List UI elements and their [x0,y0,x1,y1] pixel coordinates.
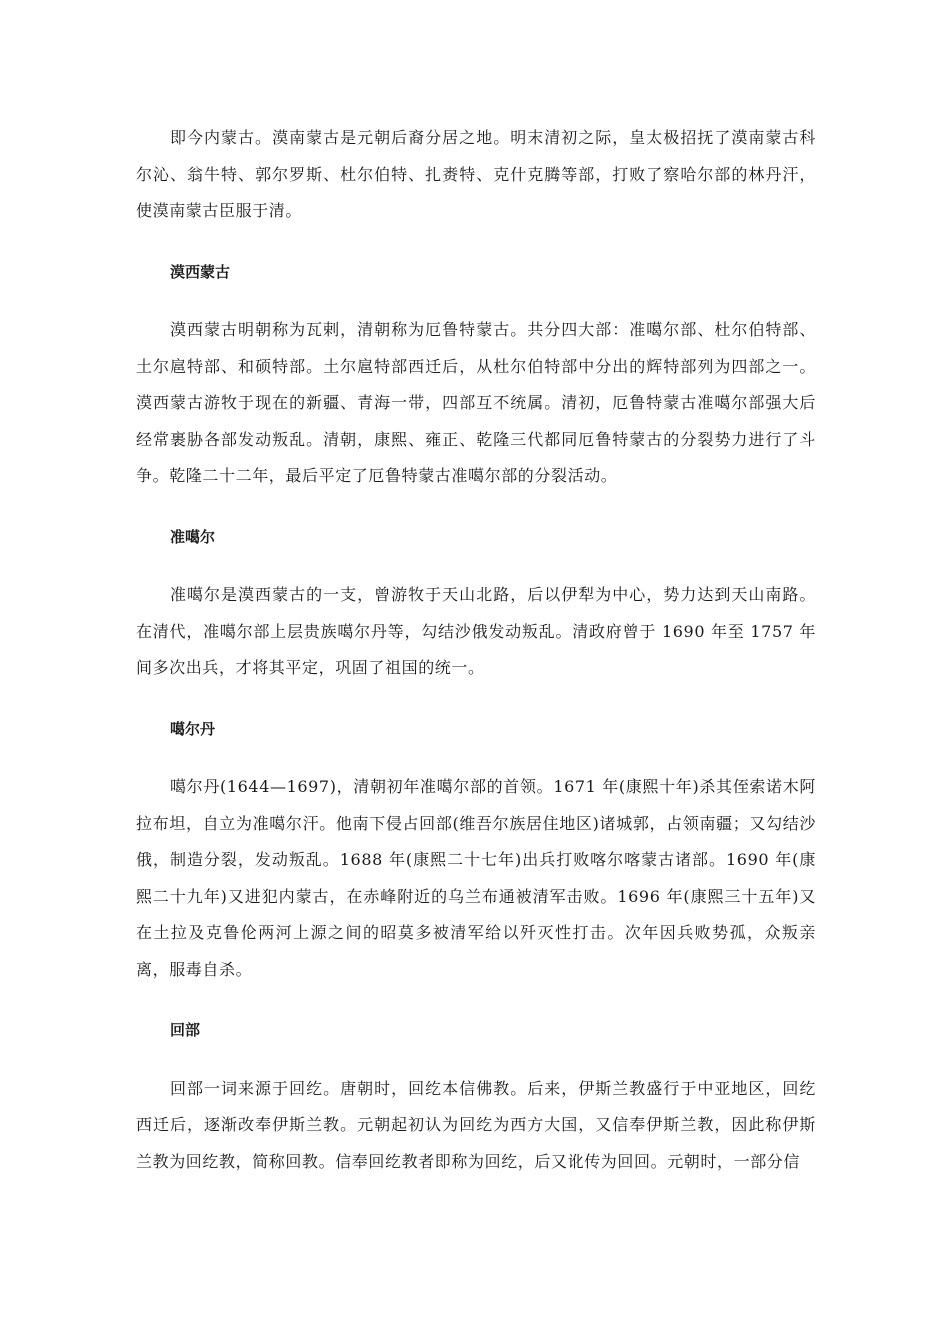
paragraph-zhungeer: 准噶尔是漠西蒙古的一支，曾游牧于天山北路，后以伊犁为中心，势力达到天山南路。在清代，准噶尔部上层贵族噶尔丹等，勾结沙俄发动叛乱。清政府曾于 1690 年至 1757 年间多次出兵，才将其平定，巩固了祖国的统一。 [136,585,816,677]
heading-gaerdan: 噶尔丹 [170,719,216,738]
paragraph-mobei-intro: 即今内蒙古。漠南蒙古是元朝后裔分居之地。明末清初之际，皇太极招抚了漠南蒙古科尔沁、翁牛特、郭尔罗斯、杜尔伯特、扎赉特、克什克腾等部，打败了察哈尔部的林丹汗，使漠南蒙古臣服于清。 [136,128,816,220]
heading-huibu: 回部 [170,1021,201,1039]
document-content [136,120,816,1180]
paragraph-huibu: 回部一词来源于回纥。唐朝时，回纥本信佛教。后来，伊斯兰教盛行于中亚地区，回纥西迁后，逐渐改奉伊斯兰教。元朝起初认为回纥为西方大国，又信奉伊斯兰教，因此称伊斯兰教为回纥教，简称回教。信奉回纥教者即称为回纥，后又讹传为回回。元朝时，一部分信 [136,1078,816,1171]
paragraph-gaerdan: 噶尔丹(1644—1697)，清朝初年准噶尔部的首领。1671 年(康熙十年)杀其侄索诺木阿拉布坦，自立为准噶尔汗。他南下侵占回部(维吾尔族居住地区)诸城郭，占领南疆；又勾结沙俄，制造分裂，发动叛乱。1688 年(康熙二十七年)出兵打败喀尔喀蒙古诸部。1690 年(康熙二十九年)又进犯内蒙古，在赤峰附近的乌兰布通被清军击败。1696 年(康熙三十五年)又在土拉及克鲁伦两河上源之间的昭莫多被清军给以歼灭性打击。次年因兵败势孤，众叛亲离，服毒自杀。 [136,777,816,979]
heading-zhungeer: 准噶尔 [170,527,216,546]
paragraph-moxi-menggu: 漠西蒙古明朝称为瓦剌，清朝称为厄鲁特蒙古。共分四大部：准噶尔部、杜尔伯特部、土尔扈特部、和硕特部。土尔扈特部西迁后，从杜尔伯特部中分出的辉特部列为四部之一。漠西蒙古游牧于现在的新疆、青海一带，四部互不统属。清初，厄鲁特蒙古准噶尔部强大后经常裹胁各部发动叛乱。清朝，康熙、雍正、乾隆三代都同厄鲁特蒙古的分裂势力进行了斗争。乾隆二十二年，最后平定了厄鲁特蒙古准噶尔部的分裂活动。 [136,320,816,485]
heading-moxi-menggu: 漠西蒙古 [170,262,231,281]
